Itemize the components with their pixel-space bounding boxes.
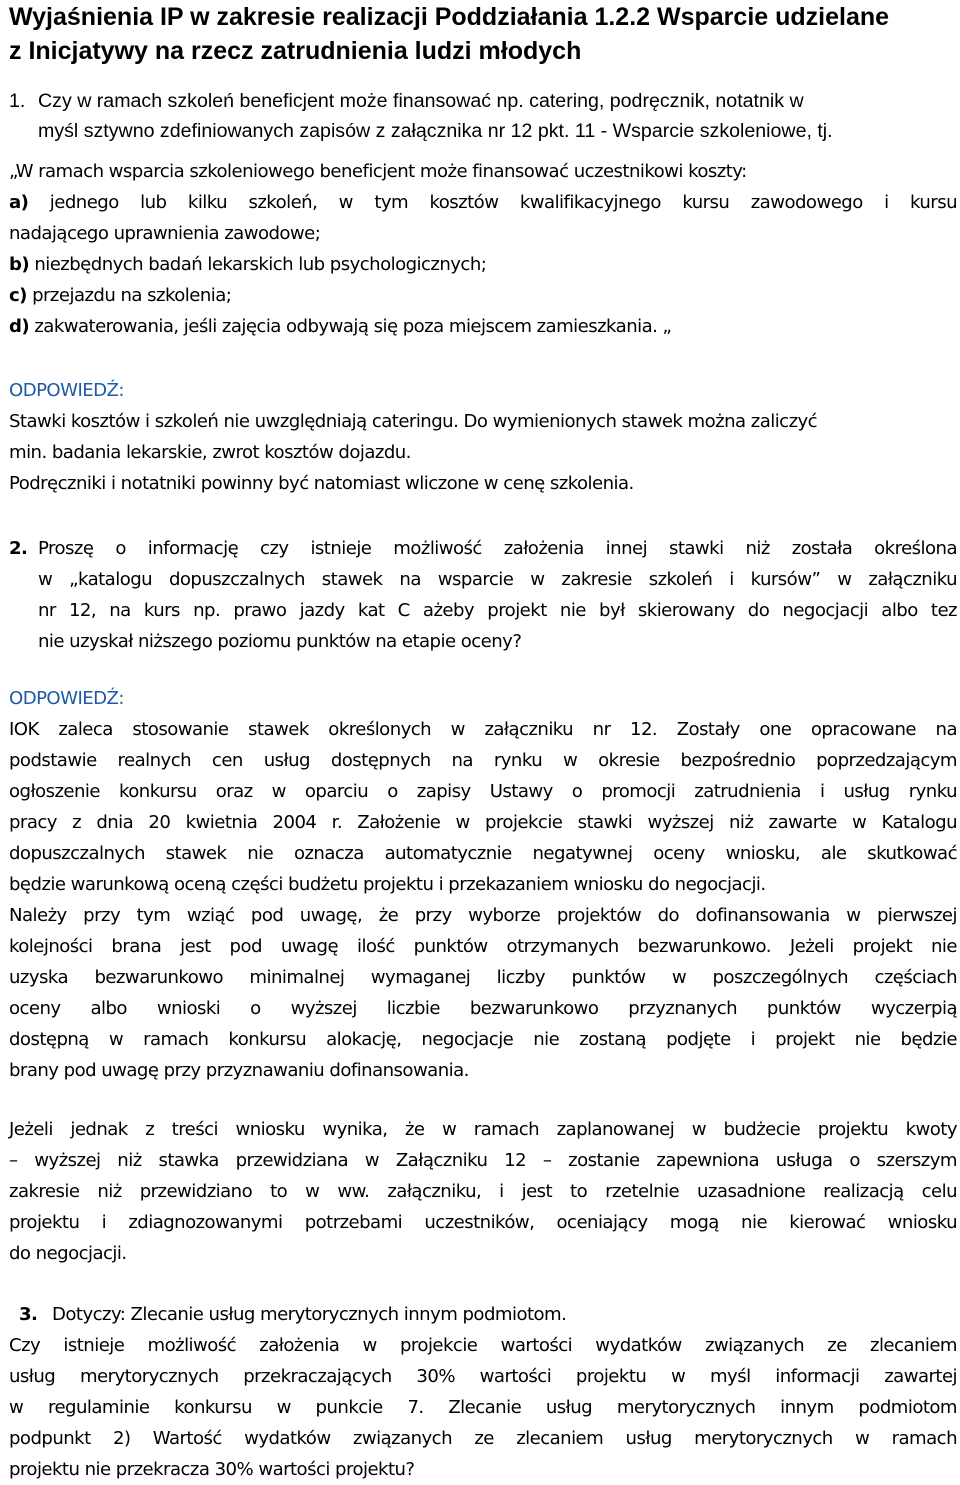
question-1-quote: [9, 156, 957, 342]
title-line-1: Wyjaśnienia IP w zakresie realizacji Poddziałania 1.2.2 Wsparcie udzielane: [9, 3, 890, 31]
answer-1-line-2: min. badania lekarskie, zwrot kosztów dojazdu.: [9, 442, 411, 463]
answer-1-label: ODPOWIEDŹ:: [9, 380, 124, 401]
question-3-line: w regulaminie konkursu w punkcie 7. Zlecanie usług merytorycznych innym podmiotom: [9, 1397, 957, 1418]
question-3-line: podpunkt 2) Wartość wydatków związanych ze zlecaniem usług merytorycznych w ramach: [9, 1428, 957, 1449]
item-d-text: zakwaterowania, jeśli zajęcia odbywają się poza miejscem zamieszkania. „: [34, 316, 672, 337]
quote-item-d: [9, 311, 957, 342]
question-2-number: 2.: [9, 538, 28, 559]
question-1-answer: [9, 375, 957, 499]
extra-line: projektu i zdiagnozowanymi potrzebami uczestników, oceniający mogą nie kierować wniosku: [9, 1212, 957, 1233]
answer-2-line: dopuszczalnych stawek nie oznacza automatycznie negatywnej oceny wniosku, ale skutkować: [9, 843, 957, 864]
question-3-line: projektu nie przekracza 30% wartości projektu?: [9, 1459, 415, 1480]
answer-2-line: brany pod uwagę przy przyznawaniu dofinansowania.: [9, 1060, 469, 1081]
quote-intro: „W ramach wsparcia szkoleniowego beneficjent może finansować uczestnikowi koszty:: [9, 161, 747, 182]
question-3-number: 3.: [19, 1304, 38, 1325]
title-line-2: z Inicjatywy na rzecz zatrudnienia ludzi młodych: [9, 37, 582, 65]
question-1-line-1: Czy w ramach szkoleń beneficjent może finansować np. catering, podręcznik, notatnik w: [38, 90, 804, 112]
question-1-line-2: myśl sztywno zdefiniowanych zapisów z załącznika nr 12 pkt. 11 - Wsparcie szkoleniowe, tj.: [38, 120, 833, 142]
extra-line: zakresie niż przewidziano to w ww. załączniku, i jest to rzetelnie uzasadnione realizacją celu: [9, 1181, 957, 1202]
answer-2-line: IOK zaleca stosowanie stawek określonych w załączniku nr 12. Zostały one opracowane na: [9, 719, 957, 740]
question-2-line-1: Proszę o informację czy istnieje możliwość założenia innej stawki niż została określona: [38, 538, 957, 559]
answer-1-line-1: Stawki kosztów i szkoleń nie uwzględniają cateringu. Do wymienionych stawek można zaliczyć: [9, 411, 818, 432]
answer-1-line-3: Podręczniki i notatniki powinny być natomiast wliczone w cenę szkolenia.: [9, 473, 634, 494]
question-3-line: usług merytorycznych przekraczających 30% wartości projektu w myśl informacji zawartej: [9, 1366, 957, 1387]
item-d-label: d): [9, 316, 30, 337]
question-3-line: Czy istnieje możliwość założenia w projekcie wartości wydatków związanych ze zlecaniem: [9, 1335, 957, 1356]
question-2-line-3: nr 12, na kurs np. prawo jazdy kat C ażeby projekt nie był skierowany do negocjacji albo tez: [38, 600, 957, 621]
answer-2-label: ODPOWIEDŹ:: [9, 688, 124, 709]
document-title: [9, 0, 949, 68]
answer-2-line: Należy przy tym wziąć pod uwagę, że przy wyborze projektów do dofinansowania w pierwszej: [9, 905, 957, 926]
item-b-label: b): [9, 254, 30, 275]
answer-2-line: ogłoszenie konkursu oraz w oparciu o zapisy Ustawy o promocji zatrudnienia i usług rynku: [9, 781, 957, 802]
answer-2-line: uzyska bezwarunkowo minimalnej wymaganej liczby punktów w poszczególnych częściach: [9, 967, 957, 988]
question-2-line-4: nie uzyskał niższego poziomu punktów na etapie oceny?: [38, 631, 522, 652]
extra-line: do negocjacji.: [9, 1243, 127, 1264]
question-1: [9, 86, 957, 146]
answer-2-line: pracy z dnia 20 kwietnia 2004 r. Założenie w projekcie stawki wyższej niż zawarte w Katalogu: [9, 812, 957, 833]
item-a-text-1: jednego lub kilku szkoleń, w tym kosztów kwalifikacyjnego kursu zawodowego i kursu: [49, 192, 957, 213]
answer-2-line: podstawie realnych cen usług dostępnych na rynku w okresie bezpośrednio poprzedzającym: [9, 750, 957, 771]
question-3-heading: Dotyczy: Zlecanie usług merytorycznych innym podmiotom.: [52, 1304, 567, 1325]
question-2-line-2: w „katalogu dopuszczalnych stawek na wsparcie w zakresie szkoleń i kursów” w załączniku: [38, 569, 957, 590]
quote-item-b: [9, 249, 957, 280]
item-c-label: c): [9, 285, 27, 306]
quote-item-a: [9, 187, 957, 218]
item-a-text-2: nadającego uprawnienia zawodowe;: [9, 223, 321, 244]
quote-item-c: [9, 280, 957, 311]
extra-line: – wyższej niż stawka przewidziana w Załączniku 12 – zostanie zapewniona usługa o szerszym: [9, 1150, 957, 1171]
item-b-text: niezbędnych badań lekarskich lub psychologicznych;: [34, 254, 487, 275]
item-c-text: przejazdu na szkolenia;: [32, 285, 232, 306]
item-a-label: a): [9, 192, 29, 213]
question-3-heading-row: [9, 1299, 957, 1330]
question-2-answer: [9, 683, 957, 1086]
answer-2-line: będzie warunkową oceną części budżetu projektu i przekazaniem wniosku do negocjacji.: [9, 874, 766, 895]
question-2: [9, 533, 957, 657]
question-3: [9, 1299, 957, 1485]
question-1-number: 1.: [9, 90, 26, 112]
answer-2-line: oceny albo wnioski o wyższej liczbie bezwarunkowo przyznanych punktów wyczerpią: [9, 998, 957, 1019]
answer-2-line: dostępną w ramach konkursu alokację, negocjacje nie zostaną podjęte i projekt nie będzie: [9, 1029, 957, 1050]
question-2-extra: [9, 1114, 957, 1269]
answer-2-line: kolejności brana jest pod uwagę ilość punktów otrzymanych bezwarunkowo. Jeżeli projekt nie: [9, 936, 957, 957]
extra-line: Jeżeli jednak z treści wniosku wynika, że w ramach zaplanowanej w budżecie projektu kwoty: [9, 1119, 957, 1140]
